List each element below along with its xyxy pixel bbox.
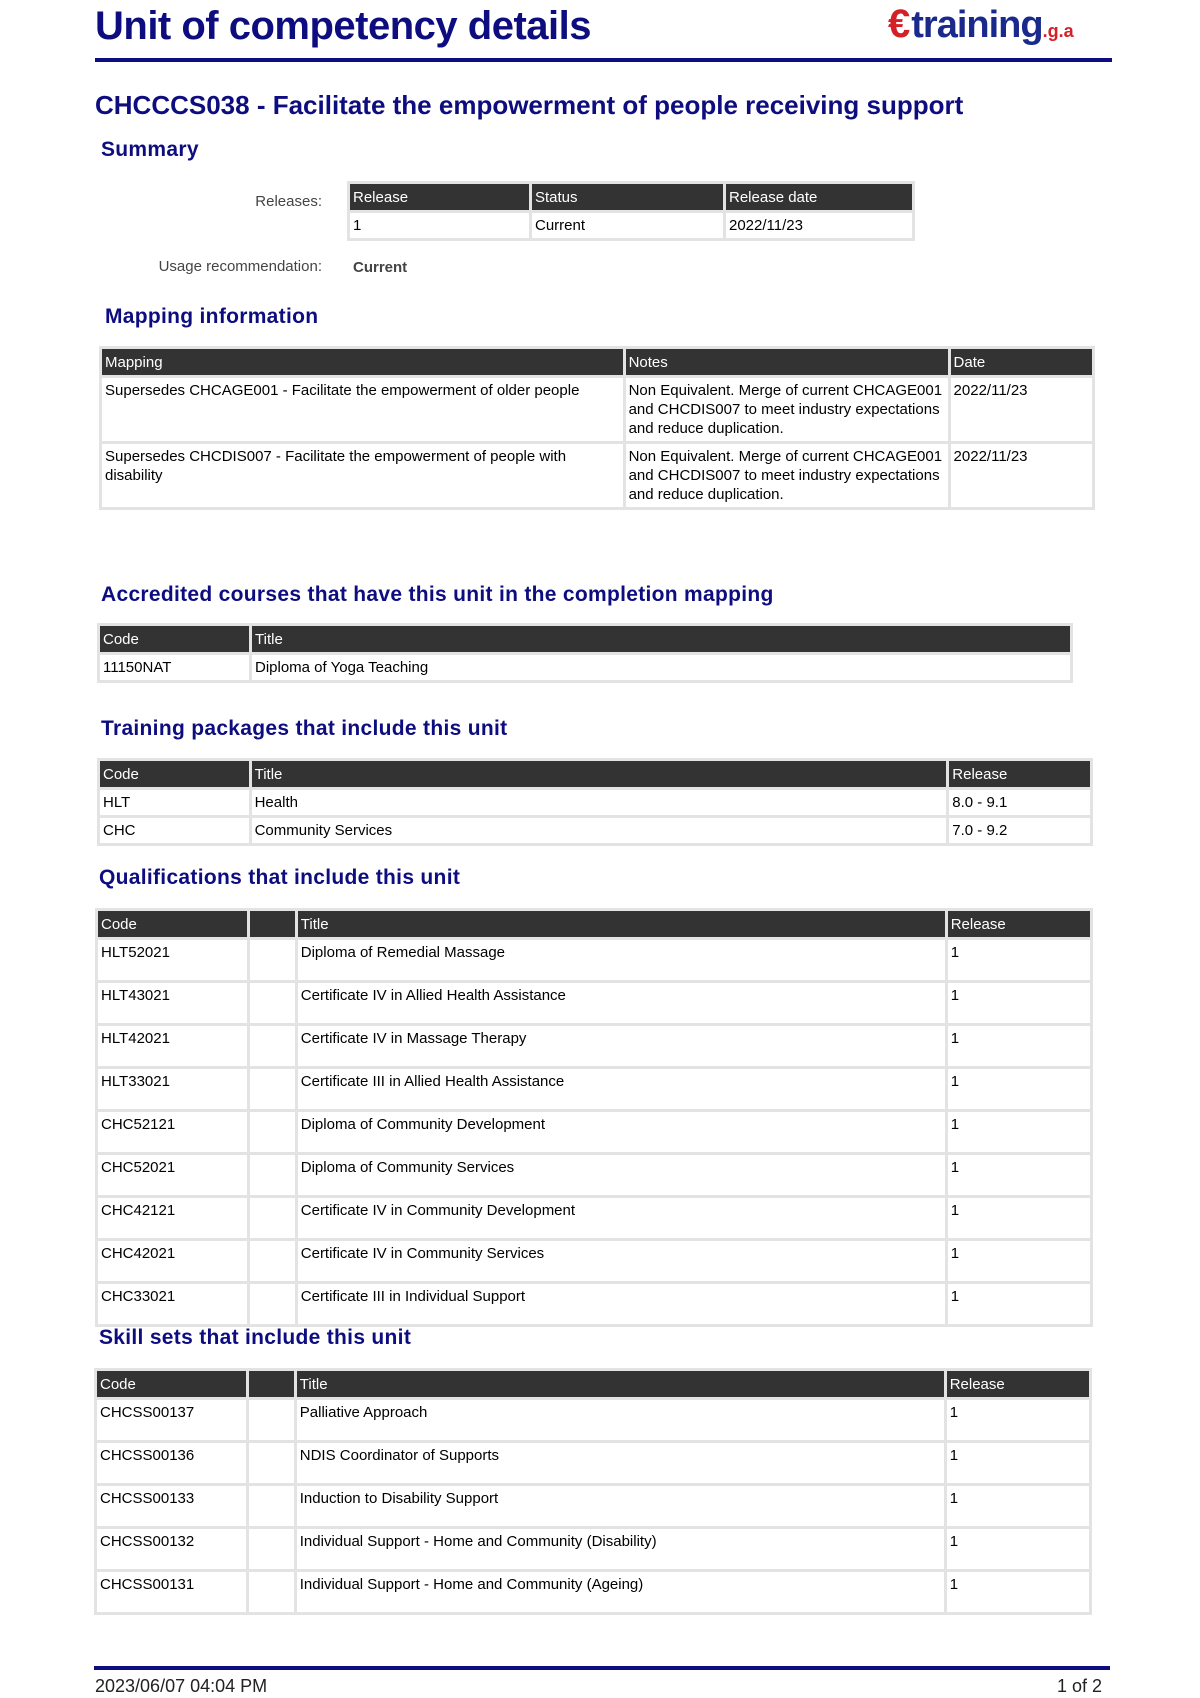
qualification-code: HLT43021: [98, 983, 247, 1023]
skillset-title: Individual Support - Home and Community (Ageing): [297, 1572, 944, 1612]
column-header: Release date: [726, 184, 912, 210]
column-header: Date: [951, 349, 1092, 375]
mapping-cell: Supersedes CHCDIS007 - Facilitate the empowerment of people with disability: [102, 444, 623, 507]
date-cell: 2022/11/23: [951, 378, 1092, 441]
qualifications-heading: Qualifications that include this unit: [99, 866, 461, 889]
column-header: Release: [947, 1371, 1089, 1397]
skillset-title: Palliative Approach: [297, 1400, 944, 1440]
skillset-code: CHCSS00137: [97, 1400, 246, 1440]
qualifications-table: [95, 908, 1093, 1327]
qualification-release: 1: [948, 1284, 1090, 1324]
blank-cell: [250, 1155, 294, 1195]
package-code: CHC: [100, 818, 249, 843]
qualification-release: 1: [948, 1026, 1090, 1066]
package-title: Community Services: [252, 818, 947, 843]
accredited-heading: Accredited courses that have this unit in the completion mapping: [101, 583, 774, 606]
table-row: [98, 1155, 1090, 1195]
skillsets-table: [94, 1368, 1092, 1615]
skillset-code: CHCSS00131: [97, 1572, 246, 1612]
table-row: [97, 1572, 1089, 1612]
column-header: Code: [100, 626, 249, 652]
column-header: Code: [98, 911, 247, 937]
qualification-title: Certificate III in Allied Health Assistance: [298, 1069, 945, 1109]
table-row: [97, 1529, 1089, 1569]
column-header: Code: [97, 1371, 246, 1397]
blank-cell: [250, 1284, 294, 1324]
column-header: Title: [252, 761, 947, 787]
blank-cell: [250, 1112, 294, 1152]
table-row: [98, 1284, 1090, 1324]
qualification-title: Diploma of Community Development: [298, 1112, 945, 1152]
release-status: Current: [532, 213, 723, 238]
releases-table: [347, 181, 915, 241]
column-header: Title: [298, 911, 945, 937]
course-code: 11150NAT: [100, 655, 249, 680]
table-row: [100, 655, 1070, 680]
table-row: [97, 1400, 1089, 1440]
column-header: [250, 911, 294, 937]
table-row: [98, 1069, 1090, 1109]
column-header: Title: [252, 626, 1070, 652]
qualification-title: Certificate IV in Allied Health Assistance: [298, 983, 945, 1023]
usage-value: Current: [353, 259, 408, 276]
qualification-code: CHC42121: [98, 1198, 247, 1238]
skillset-release: 1: [947, 1400, 1089, 1440]
packages-table: [97, 758, 1093, 846]
skillset-code: CHCSS00132: [97, 1529, 246, 1569]
skillset-release: 1: [947, 1529, 1089, 1569]
qualification-code: HLT52021: [98, 940, 247, 980]
table-row: [98, 983, 1090, 1023]
qualification-release: 1: [948, 1069, 1090, 1109]
column-header: Release: [949, 761, 1090, 787]
table-row: [102, 378, 1092, 441]
table-row: [98, 1026, 1090, 1066]
course-title: Diploma of Yoga Teaching: [252, 655, 1070, 680]
qualification-title: Certificate IV in Massage Therapy: [298, 1026, 945, 1066]
summary-heading: Summary: [101, 138, 199, 161]
table-row: [98, 1112, 1090, 1152]
date-cell: 2022/11/23: [951, 444, 1092, 507]
column-header: Mapping: [102, 349, 623, 375]
qualification-code: CHC42021: [98, 1241, 247, 1281]
column-header: Code: [100, 761, 249, 787]
skillsets-heading: Skill sets that include this unit: [99, 1326, 412, 1349]
logo-swoosh-icon: €: [888, 2, 910, 46]
table-row: [97, 1443, 1089, 1483]
blank-cell: [250, 983, 294, 1023]
page-title: Unit of competency details: [95, 4, 591, 48]
qualification-title: Certificate IV in Community Development: [298, 1198, 945, 1238]
qualification-code: HLT42021: [98, 1026, 247, 1066]
table-row: [98, 1241, 1090, 1281]
column-header: Notes: [626, 349, 948, 375]
qualification-release: 1: [948, 940, 1090, 980]
column-header: Status: [532, 184, 723, 210]
skillset-code: CHCSS00133: [97, 1486, 246, 1526]
mapping-table: [99, 346, 1095, 510]
table-row: [97, 1486, 1089, 1526]
unit-title: CHCCCS038 - Facilitate the empowerment of people receiving support: [95, 90, 964, 120]
usage-label: Usage recommendation:: [158, 258, 322, 275]
blank-cell: [249, 1443, 293, 1483]
notes-cell: Non Equivalent. Merge of current CHCAGE001 and CHCDIS007 to meet industry expectations and reduce duplication.: [626, 378, 948, 441]
table-row: [102, 444, 1092, 507]
package-release: 7.0 - 9.2: [949, 818, 1090, 843]
column-header: Title: [297, 1371, 944, 1397]
skillset-title: NDIS Coordinator of Supports: [297, 1443, 944, 1483]
table-row: [98, 1198, 1090, 1238]
footer-rule: [94, 1666, 1110, 1670]
qualification-release: 1: [948, 1241, 1090, 1281]
package-code: HLT: [100, 790, 249, 815]
qualification-title: Certificate IV in Community Services: [298, 1241, 945, 1281]
column-header: Release: [350, 184, 529, 210]
table-row: [98, 940, 1090, 980]
page-number: 1 of 2: [1056, 1676, 1102, 1696]
package-title: Health: [252, 790, 947, 815]
header-rule: [95, 58, 1112, 62]
qualification-release: 1: [948, 1198, 1090, 1238]
skillset-title: Individual Support - Home and Community (Disability): [297, 1529, 944, 1569]
skillset-title: Induction to Disability Support: [297, 1486, 944, 1526]
release-date: 2022/11/23: [726, 213, 912, 238]
qualification-code: HLT33021: [98, 1069, 247, 1109]
column-header: [249, 1371, 293, 1397]
footer-timestamp: 2023/06/07 04:04 PM: [95, 1676, 268, 1696]
blank-cell: [250, 1241, 294, 1281]
accredited-table: [97, 623, 1073, 683]
qualification-release: 1: [948, 983, 1090, 1023]
logo-text: training: [911, 4, 1043, 46]
skillset-release: 1: [947, 1572, 1089, 1612]
qualification-code: CHC33021: [98, 1284, 247, 1324]
training-logo[interactable]: [888, 2, 1074, 47]
blank-cell: [250, 1198, 294, 1238]
qualification-title: Diploma of Community Services: [298, 1155, 945, 1195]
column-header: Release: [948, 911, 1090, 937]
mapping-heading: Mapping information: [105, 305, 319, 328]
skillset-code: CHCSS00136: [97, 1443, 246, 1483]
table-row: [100, 818, 1090, 843]
qualification-title: Diploma of Remedial Massage: [298, 940, 945, 980]
notes-cell: Non Equivalent. Merge of current CHCAGE001 and CHCDIS007 to meet industry expectations and reduce duplication.: [626, 444, 948, 507]
blank-cell: [250, 1069, 294, 1109]
qualification-code: CHC52021: [98, 1155, 247, 1195]
skillset-release: 1: [947, 1486, 1089, 1526]
release-number: 1: [350, 213, 529, 238]
table-row: [100, 790, 1090, 815]
skillset-release: 1: [947, 1443, 1089, 1483]
table-row: [350, 213, 912, 238]
blank-cell: [249, 1529, 293, 1569]
qualification-code: CHC52121: [98, 1112, 247, 1152]
releases-label: Releases:: [255, 193, 322, 210]
packages-heading: Training packages that include this unit: [101, 717, 508, 740]
blank-cell: [249, 1572, 293, 1612]
logo-suffix: .g.a: [1042, 21, 1074, 41]
blank-cell: [249, 1400, 293, 1440]
blank-cell: [250, 940, 294, 980]
blank-cell: [249, 1486, 293, 1526]
qualification-title: Certificate III in Individual Support: [298, 1284, 945, 1324]
mapping-cell: Supersedes CHCAGE001 - Facilitate the empowerment of older people: [102, 378, 623, 441]
qualification-release: 1: [948, 1155, 1090, 1195]
package-release: 8.0 - 9.1: [949, 790, 1090, 815]
blank-cell: [250, 1026, 294, 1066]
qualification-release: 1: [948, 1112, 1090, 1152]
